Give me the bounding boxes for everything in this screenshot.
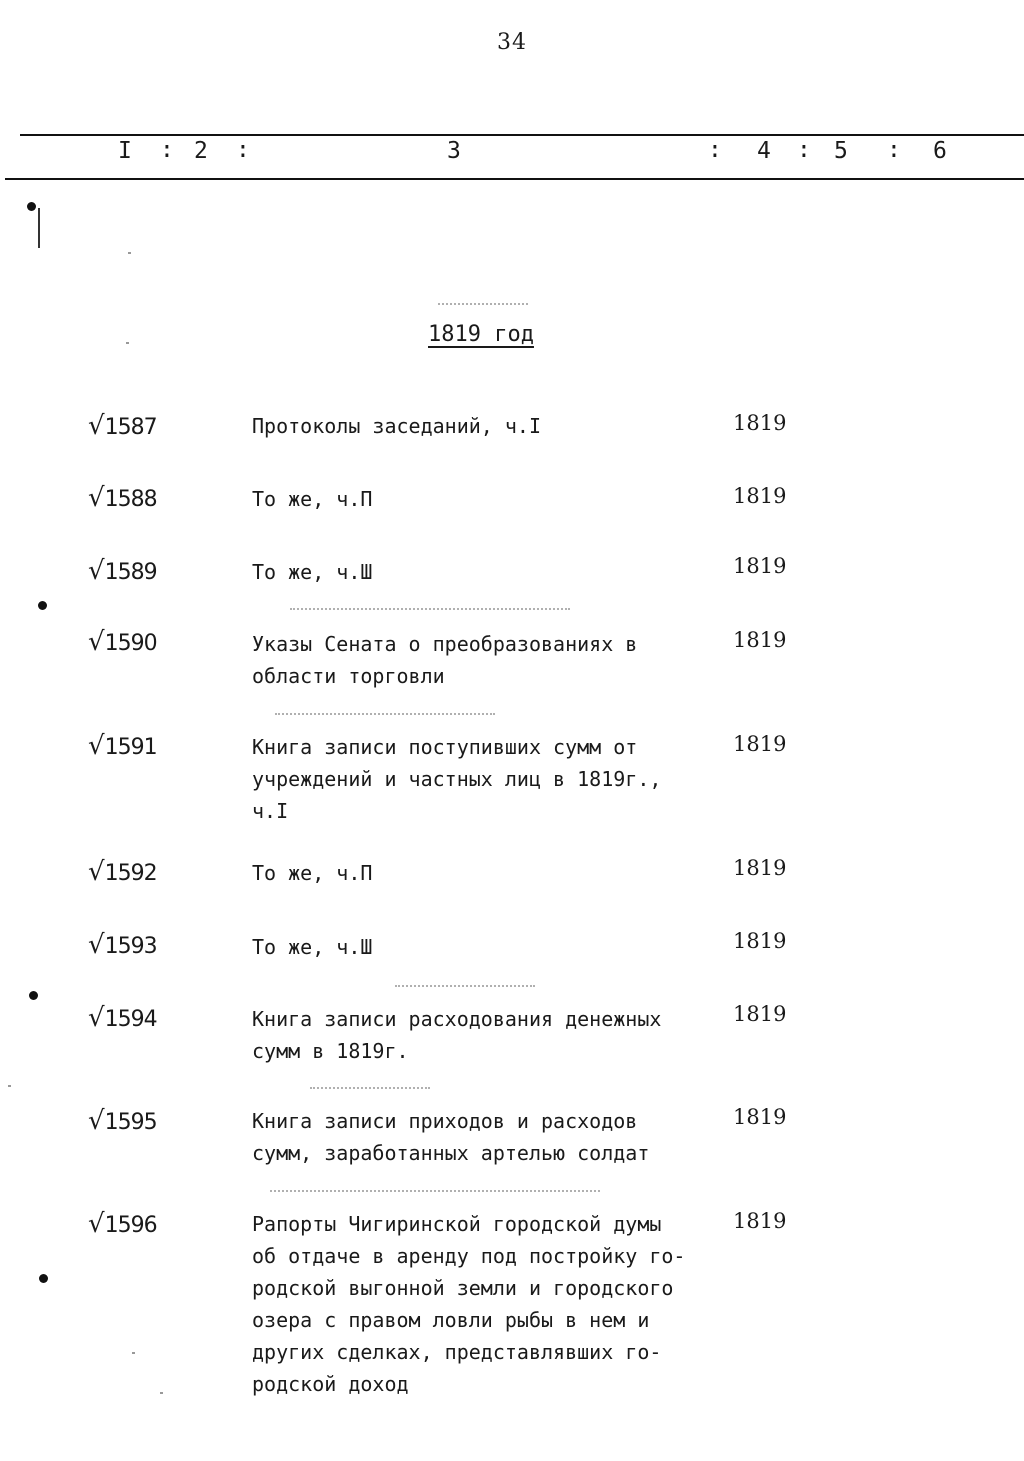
entry-year: 1819 <box>733 1105 787 1129</box>
faint-dots <box>275 713 495 715</box>
margin-dot <box>38 601 47 610</box>
entry-title: Протоколы заседаний, ч.I <box>252 414 541 438</box>
entry-title: Книга записи расходования денежных сумм в 1819г. <box>252 1007 662 1063</box>
year-heading: 1819 год <box>428 322 534 347</box>
margin-tick <box>38 208 40 248</box>
check-mark-icon: √ <box>88 1003 104 1033</box>
entry-year: 1819 <box>733 929 787 953</box>
check-mark-icon: √ <box>88 857 104 887</box>
entry-title: Указы Сената о преобразованиях в области торговли <box>252 632 638 688</box>
entry-number: √1596 <box>88 1209 157 1239</box>
speck <box>128 252 131 254</box>
entry-title: То же, ч.П <box>252 861 373 885</box>
speck <box>8 1085 11 1087</box>
column-header-4: 4 <box>757 138 771 164</box>
header-top-rule <box>20 134 1024 136</box>
entry-number: √1592 <box>88 857 157 887</box>
faint-dots <box>438 303 528 305</box>
faint-dots <box>270 1190 600 1192</box>
page-number: 34 <box>497 30 527 55</box>
margin-dot <box>39 1274 48 1283</box>
entry-year: 1819 <box>733 554 787 578</box>
speck <box>126 342 129 344</box>
entry-title: Рапорты Чигиринской городской думы об отдаче в аренду под постройку го- родской выгонной земли и городского озера с правом ловли рыбы в нем и других сделках, представлявших го- родской доход <box>252 1212 686 1396</box>
faint-dots <box>395 985 535 987</box>
column-separator: : <box>236 137 250 163</box>
entry-number: √1588 <box>88 483 157 513</box>
speck <box>160 1392 163 1394</box>
entry-title: То же, ч.П <box>252 487 373 511</box>
faint-dots <box>290 608 570 610</box>
faint-dots <box>310 1087 430 1089</box>
header-bottom-rule <box>5 178 1024 180</box>
entry-year: 1819 <box>733 1002 787 1026</box>
check-mark-icon: √ <box>88 556 104 586</box>
entry-year: 1819 <box>733 732 787 756</box>
entry-title: То же, ч.Ш <box>252 935 373 959</box>
entry-year: 1819 <box>733 1209 787 1233</box>
check-mark-icon: √ <box>88 1209 104 1239</box>
column-separator: : <box>797 137 811 163</box>
check-mark-icon: √ <box>88 930 104 960</box>
entry-number: √1595 <box>88 1106 157 1136</box>
column-separator: : <box>160 137 174 163</box>
column-separator: : <box>708 137 722 163</box>
column-header-1: I <box>118 138 132 164</box>
entry-number: √1587 <box>88 411 157 441</box>
check-mark-icon: √ <box>88 731 104 761</box>
check-mark-icon: √ <box>88 1106 104 1136</box>
entry-year: 1819 <box>733 856 787 880</box>
entry-number: √1589 <box>88 556 157 586</box>
entry-title: Книга записи поступивших сумм от учреждений и частных лиц в 1819г., ч.I <box>252 735 662 823</box>
column-header-2: 2 <box>194 138 208 164</box>
column-header-3: 3 <box>447 138 461 164</box>
column-header-5: 5 <box>834 138 848 164</box>
entry-year: 1819 <box>733 411 787 435</box>
column-header-6: 6 <box>933 138 947 164</box>
entry-number: √1591 <box>88 731 157 761</box>
speck <box>132 1352 135 1354</box>
entry-year: 1819 <box>733 484 787 508</box>
entry-number: √1594 <box>88 1003 157 1033</box>
margin-dot <box>29 991 38 1000</box>
entry-title: То же, ч.Ш <box>252 560 373 584</box>
entry-number: √1590 <box>88 627 157 657</box>
margin-dot <box>27 202 36 211</box>
column-separator: : <box>887 137 901 163</box>
check-mark-icon: √ <box>88 483 104 513</box>
check-mark-icon: √ <box>88 411 104 441</box>
entry-year: 1819 <box>733 628 787 652</box>
check-mark-icon: √ <box>88 627 104 657</box>
entry-title: Книга записи приходов и расходов сумм, заработанных артелью солдат <box>252 1109 650 1165</box>
entry-number: √1593 <box>88 930 157 960</box>
